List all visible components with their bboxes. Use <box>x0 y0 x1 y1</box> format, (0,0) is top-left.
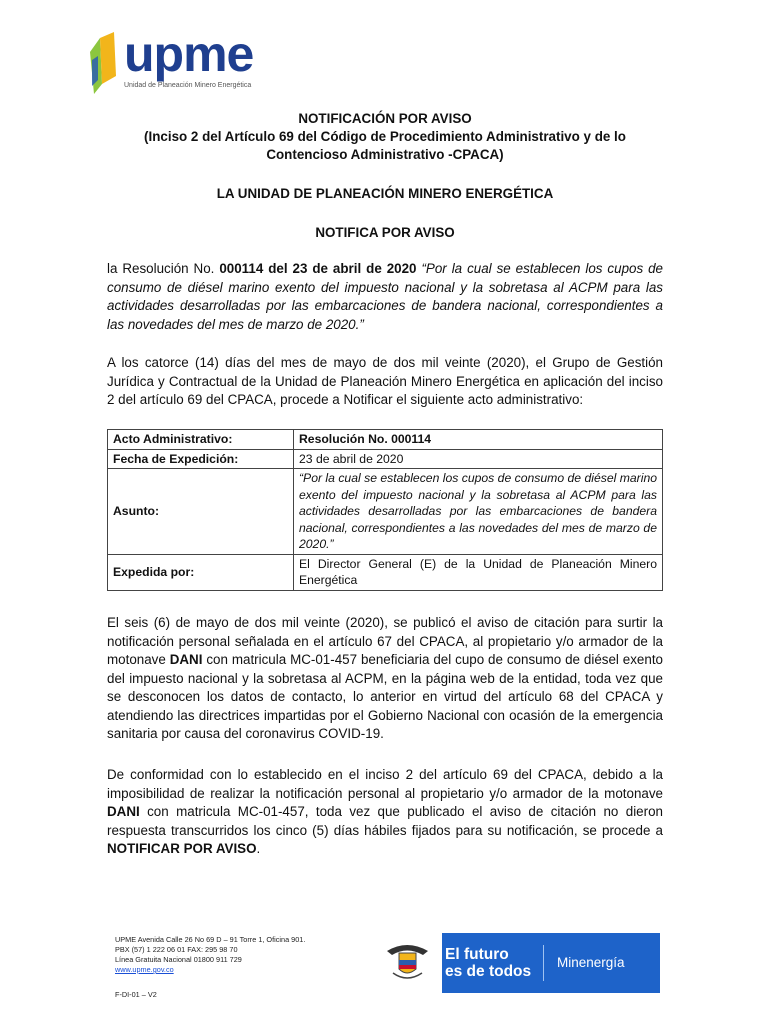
logo-subtitle: Unidad de Planeación Minero Energética <box>124 82 252 89</box>
slogan-line-1: El futuro <box>445 946 509 963</box>
notify-by-notice: NOTIFICAR POR AVISO <box>107 841 257 856</box>
resolution-quote: “Por la cual se establecen los cupos de consumo de diésel marino exento del impuesto nacional y la sobretasa al ACPM para las actividades desarrolladas por las embarcaciones de bandera nacional, correspondientes a las novedades del mes de marzo de 2020.” <box>107 261 664 332</box>
footer-contact <box>115 935 305 1000</box>
resolution-intro <box>107 260 663 334</box>
upme-leaf-icon <box>86 30 126 96</box>
row-label: Acto Administrativo: <box>108 430 294 450</box>
slogan <box>445 946 531 980</box>
row-label: Asunto: <box>108 469 294 555</box>
vessel-name: DANI <box>169 652 203 667</box>
act-details-table <box>107 429 663 591</box>
heading-subtitle-1: (Inciso 2 del Artículo 69 del Código de Procedimiento Administrativo y de lo <box>144 129 626 144</box>
table-row <box>108 449 663 469</box>
intro-prefix: la Resolución No. <box>107 261 220 276</box>
resolution-number: 000114 del 23 de abril de 2020 <box>219 261 417 276</box>
heading-title: NOTIFICACIÓN POR AVISO <box>298 111 472 126</box>
paragraph-notification: A los catorce (14) días del mes de mayo de dos mil veinte (2020), el Grupo de Gestión Jurídica y Contractual de la Unidad de Planeación Minero Energética en aplicación del inciso 2 del artículo 69 del CPACA, procede a Notificar el siguiente acto administrativo: <box>107 355 663 407</box>
entity-heading: LA UNIDAD DE PLANEACIÓN MINERO ENERGÉTICA <box>216 186 554 201</box>
upme-logo <box>86 28 256 98</box>
coat-of-arms-icon <box>373 933 442 993</box>
table-row <box>108 430 663 450</box>
logo-wordmark: upme <box>124 26 254 82</box>
footer-phones: PBX (57) 1 222 06 01 FAX: 295 98 70 <box>115 945 238 954</box>
paragraph-citation <box>107 614 663 744</box>
notifica-heading: NOTIFICA POR AVISO <box>315 225 455 240</box>
ministry-name: Minenergía <box>557 955 625 970</box>
row-value: El Director General (E) de la Unidad de Planeación Minero Energética <box>294 554 663 590</box>
government-banner <box>373 933 660 993</box>
table-row <box>108 554 663 590</box>
document-code: F-DI-01 – V2 <box>115 990 157 999</box>
row-label: Fecha de Expedición: <box>108 449 294 469</box>
para3-text-3: . <box>256 841 261 856</box>
para3-text-1: De conformidad con lo establecido en el inciso 2 del artículo 69 del CPACA, debido a la imposibilidad de realizar la notificación personal al propietario y/o armador de la motonave <box>107 767 663 801</box>
heading-subtitle-2: Contencioso Administrativo -CPACA) <box>266 147 504 162</box>
website-link[interactable]: www.upme.gov.co <box>115 965 174 974</box>
para2-text-1: El seis (6) de mayo de dos mil veinte (2020), se publicó el aviso de citación para surtir la notificación personal señalada en el artículo 67 del CPACA, al propietario y/o armador de la motonave <box>107 615 663 667</box>
vessel-name: DANI <box>107 804 140 819</box>
table-row <box>108 469 663 555</box>
slogan-line-2: es de todos <box>445 963 532 980</box>
row-label: Expedida por: <box>108 554 294 590</box>
footer-toll-free: Línea Gratuita Nacional 01800 911 729 <box>115 955 242 964</box>
banner-divider <box>543 945 544 981</box>
footer-address: UPME Avenida Calle 26 No 69 D – 91 Torre 1, Oficina 901. <box>115 935 306 944</box>
row-value: Resolución No. 000114 <box>294 430 663 450</box>
paragraph-conformity <box>107 766 663 859</box>
row-value: 23 de abril de 2020 <box>294 449 663 469</box>
row-value: “Por la cual se establecen los cupos de consumo de diésel marino exento del impuesto nacional y la sobretasa al ACPM para las actividades desarrolladas por las embarcaciones de bandera nacional, correspondientes a las novedades del mes de marzo de 2020.” <box>294 469 663 555</box>
para3-text-2: con matricula MC-01-457, toda vez que publicado el aviso de citación no dieron respuesta transcurridos los cinco (5) días hábiles fijados para su notificación, se procede a <box>107 804 663 838</box>
para2-text-2: con matricula MC-01-457 beneficiaria del cupo de consumo de diésel exento del impuesto nacional y la sobretasa al ACPM, en la página web de la entidad, toda vez que se desconocen los datos de contacto, lo anterior en virtud del artículo 68 del CPACA y atendiendo las directrices impartidas por el Gobierno Nacional con ocasión de la emergencia sanitaria por causa del coronavirus COVID-19. <box>107 652 663 741</box>
